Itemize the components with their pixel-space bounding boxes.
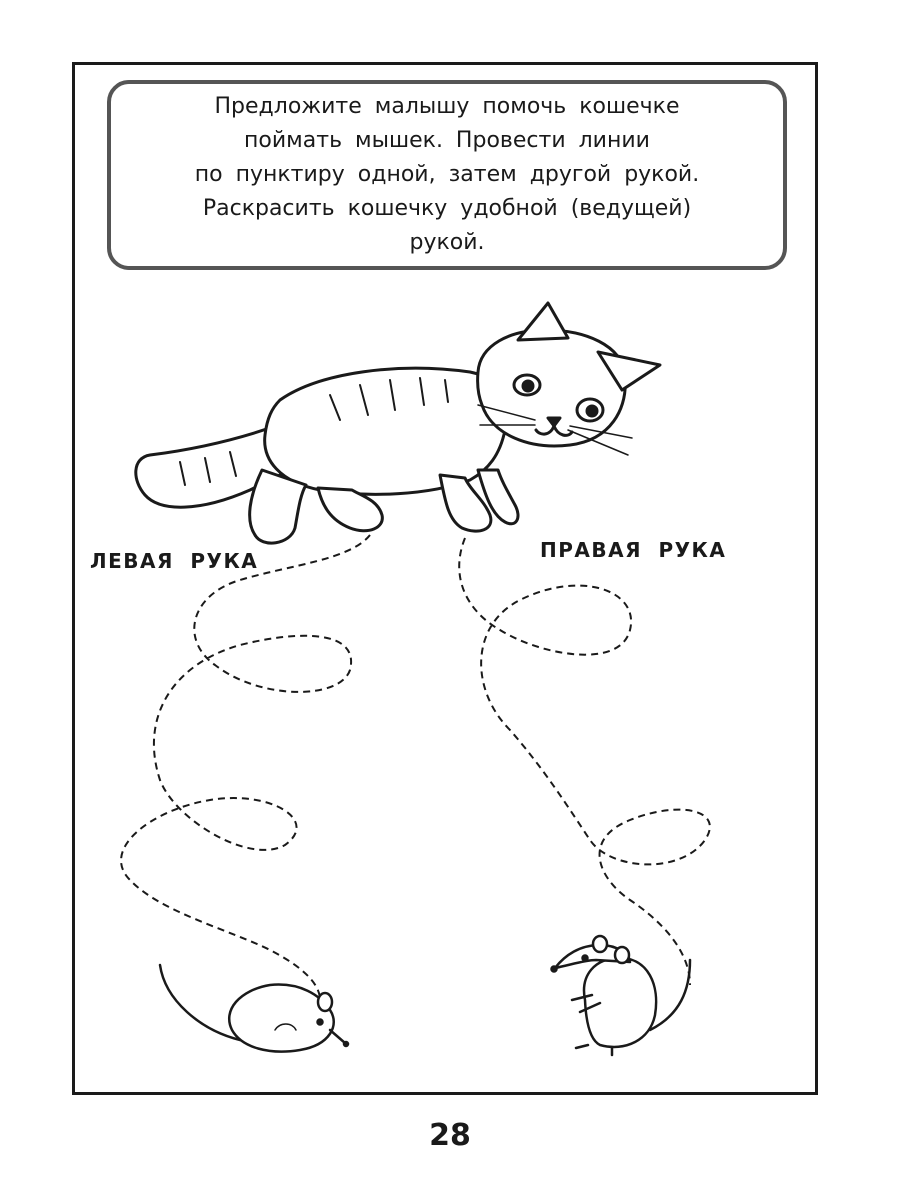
instruction-line: Предложите малышу помочь кошечке: [214, 94, 680, 119]
cat-icon: [136, 303, 660, 543]
mouse-icon: [160, 965, 348, 1052]
right-hand-label: ПРАВАЯ РУКА: [540, 538, 727, 562]
instruction-line: Раскрасить кошечку удобной (ведущей): [202, 196, 692, 221]
instruction-line: поймать мышек. Провести линии: [244, 128, 650, 153]
instruction-line: рукой.: [409, 230, 485, 255]
instruction-line: по пунктиру одной, затем другой рукой.: [194, 162, 700, 187]
dotted-path-left: [121, 535, 370, 1000]
mouse-icon: [552, 936, 691, 1055]
left-hand-label: ЛЕВАЯ РУКА: [90, 549, 259, 573]
page-number: 28: [429, 1118, 471, 1153]
dotted-path-right: [459, 538, 710, 985]
